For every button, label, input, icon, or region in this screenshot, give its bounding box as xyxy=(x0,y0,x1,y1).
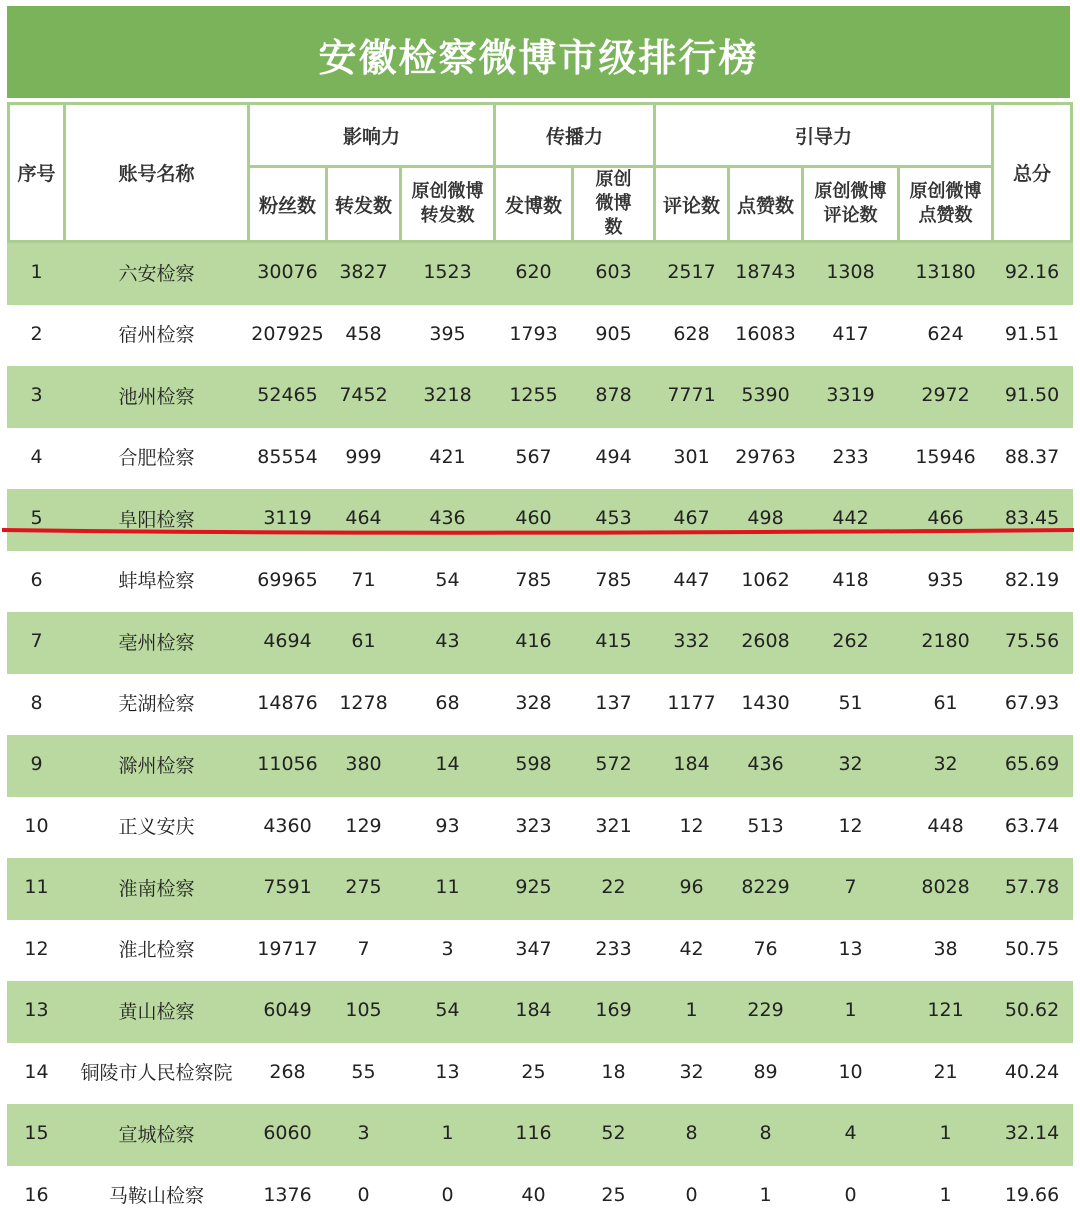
cell-fans: 69965 xyxy=(249,549,327,611)
cell-orig-posts: 785 xyxy=(573,549,655,611)
cell-posts: 1793 xyxy=(495,303,573,365)
cell-posts: 25 xyxy=(495,1041,573,1103)
table-row xyxy=(9,242,1072,304)
header-reposts: 转发数 xyxy=(327,167,401,242)
cell-likes: 76 xyxy=(729,918,803,980)
cell-reposts: 275 xyxy=(327,857,401,919)
cell-orig-comments: 418 xyxy=(803,549,899,611)
cell-name: 正义安庆 xyxy=(65,795,249,857)
cell-total: 50.75 xyxy=(993,918,1072,980)
cell-orig-likes: 2972 xyxy=(899,365,993,427)
cell-likes: 5390 xyxy=(729,365,803,427)
cell-orig-likes: 121 xyxy=(899,980,993,1042)
cell-fans: 85554 xyxy=(249,426,327,488)
cell-rank: 5 xyxy=(9,488,65,550)
cell-posts: 598 xyxy=(495,734,573,796)
cell-fans: 6060 xyxy=(249,1103,327,1165)
cell-posts: 1255 xyxy=(495,365,573,427)
cell-orig-comments: 10 xyxy=(803,1041,899,1103)
cell-rank: 7 xyxy=(9,611,65,673)
header-account: 账号名称 xyxy=(65,104,249,242)
cell-orig-reposts: 93 xyxy=(401,795,495,857)
cell-reposts: 0 xyxy=(327,1164,401,1226)
table-row xyxy=(9,734,1072,796)
cell-name: 阜阳检察 xyxy=(65,488,249,550)
cell-orig-likes: 15946 xyxy=(899,426,993,488)
cell-fans: 14876 xyxy=(249,672,327,734)
cell-posts: 40 xyxy=(495,1164,573,1226)
header-group-influence: 影响力 xyxy=(249,104,495,167)
cell-orig-reposts: 14 xyxy=(401,734,495,796)
table-row xyxy=(9,672,1072,734)
table-row xyxy=(9,857,1072,919)
cell-name: 马鞍山检察 xyxy=(65,1164,249,1226)
cell-orig-comments: 262 xyxy=(803,611,899,673)
cell-orig-reposts: 395 xyxy=(401,303,495,365)
cell-name: 宿州检察 xyxy=(65,303,249,365)
cell-orig-likes: 2180 xyxy=(899,611,993,673)
cell-orig-reposts: 68 xyxy=(401,672,495,734)
cell-posts: 620 xyxy=(495,242,573,304)
cell-reposts: 55 xyxy=(327,1041,401,1103)
cell-rank: 14 xyxy=(9,1041,65,1103)
cell-fans: 1376 xyxy=(249,1164,327,1226)
cell-name: 蚌埠检察 xyxy=(65,549,249,611)
cell-reposts: 105 xyxy=(327,980,401,1042)
cell-orig-likes: 466 xyxy=(899,488,993,550)
cell-orig-reposts: 0 xyxy=(401,1164,495,1226)
cell-comments: 332 xyxy=(655,611,729,673)
cell-likes: 513 xyxy=(729,795,803,857)
cell-orig-likes: 1 xyxy=(899,1103,993,1165)
header-total: 总分 xyxy=(993,104,1072,242)
cell-reposts: 61 xyxy=(327,611,401,673)
cell-fans: 3119 xyxy=(249,488,327,550)
table-row xyxy=(9,1103,1072,1165)
cell-comments: 0 xyxy=(655,1164,729,1226)
cell-orig-posts: 321 xyxy=(573,795,655,857)
header-orig-reposts: 原创微博转发数 xyxy=(401,167,495,242)
cell-total: 57.78 xyxy=(993,857,1072,919)
cell-orig-posts: 18 xyxy=(573,1041,655,1103)
cell-total: 65.69 xyxy=(993,734,1072,796)
cell-name: 黄山检察 xyxy=(65,980,249,1042)
cell-orig-reposts: 421 xyxy=(401,426,495,488)
cell-likes: 2608 xyxy=(729,611,803,673)
cell-comments: 1 xyxy=(655,980,729,1042)
cell-reposts: 1278 xyxy=(327,672,401,734)
cell-orig-reposts: 11 xyxy=(401,857,495,919)
cell-fans: 52465 xyxy=(249,365,327,427)
cell-name: 芜湖检察 xyxy=(65,672,249,734)
cell-total: 91.50 xyxy=(993,365,1072,427)
header-fans: 粉丝数 xyxy=(249,167,327,242)
cell-likes: 89 xyxy=(729,1041,803,1103)
cell-orig-posts: 25 xyxy=(573,1164,655,1226)
ranking-table xyxy=(7,102,1073,1227)
cell-comments: 96 xyxy=(655,857,729,919)
cell-total: 63.74 xyxy=(993,795,1072,857)
cell-orig-reposts: 13 xyxy=(401,1041,495,1103)
cell-reposts: 7 xyxy=(327,918,401,980)
table-row xyxy=(9,1041,1072,1103)
header-group-guidance: 引导力 xyxy=(655,104,993,167)
cell-reposts: 458 xyxy=(327,303,401,365)
cell-orig-comments: 4 xyxy=(803,1103,899,1165)
cell-orig-posts: 415 xyxy=(573,611,655,673)
cell-fans: 207925 xyxy=(249,303,327,365)
cell-comments: 628 xyxy=(655,303,729,365)
cell-orig-comments: 233 xyxy=(803,426,899,488)
cell-rank: 15 xyxy=(9,1103,65,1165)
cell-name: 池州检察 xyxy=(65,365,249,427)
cell-posts: 184 xyxy=(495,980,573,1042)
cell-rank: 8 xyxy=(9,672,65,734)
cell-orig-posts: 233 xyxy=(573,918,655,980)
cell-reposts: 464 xyxy=(327,488,401,550)
cell-orig-posts: 52 xyxy=(573,1103,655,1165)
cell-likes: 436 xyxy=(729,734,803,796)
table-row xyxy=(9,1164,1072,1226)
table-row xyxy=(9,426,1072,488)
cell-rank: 12 xyxy=(9,918,65,980)
cell-name: 滁州检察 xyxy=(65,734,249,796)
cell-comments: 301 xyxy=(655,426,729,488)
cell-orig-comments: 417 xyxy=(803,303,899,365)
cell-comments: 2517 xyxy=(655,242,729,304)
cell-posts: 460 xyxy=(495,488,573,550)
cell-orig-likes: 448 xyxy=(899,795,993,857)
cell-fans: 4694 xyxy=(249,611,327,673)
header-orig-comments: 原创微博评论数 xyxy=(803,167,899,242)
cell-orig-posts: 453 xyxy=(573,488,655,550)
cell-orig-posts: 603 xyxy=(573,242,655,304)
cell-name: 亳州检察 xyxy=(65,611,249,673)
cell-likes: 1 xyxy=(729,1164,803,1226)
cell-orig-posts: 137 xyxy=(573,672,655,734)
cell-posts: 925 xyxy=(495,857,573,919)
cell-comments: 447 xyxy=(655,549,729,611)
cell-name: 淮南检察 xyxy=(65,857,249,919)
cell-orig-likes: 624 xyxy=(899,303,993,365)
cell-fans: 6049 xyxy=(249,980,327,1042)
cell-orig-comments: 0 xyxy=(803,1164,899,1226)
table-row xyxy=(9,549,1072,611)
table-body xyxy=(9,242,1072,1226)
title-bar xyxy=(7,6,1070,98)
cell-posts: 323 xyxy=(495,795,573,857)
cell-fans: 11056 xyxy=(249,734,327,796)
cell-posts: 416 xyxy=(495,611,573,673)
cell-orig-comments: 3319 xyxy=(803,365,899,427)
header-group-spread: 传播力 xyxy=(495,104,655,167)
cell-likes: 8229 xyxy=(729,857,803,919)
table-row xyxy=(9,795,1072,857)
cell-likes: 229 xyxy=(729,980,803,1042)
cell-reposts: 71 xyxy=(327,549,401,611)
cell-orig-likes: 1 xyxy=(899,1164,993,1226)
cell-fans: 268 xyxy=(249,1041,327,1103)
cell-orig-likes: 8028 xyxy=(899,857,993,919)
cell-reposts: 3827 xyxy=(327,242,401,304)
table-row xyxy=(9,303,1072,365)
header-posts: 发博数 xyxy=(495,167,573,242)
cell-total: 91.51 xyxy=(993,303,1072,365)
cell-reposts: 3 xyxy=(327,1103,401,1165)
cell-rank: 4 xyxy=(9,426,65,488)
cell-orig-likes: 38 xyxy=(899,918,993,980)
cell-posts: 785 xyxy=(495,549,573,611)
cell-rank: 13 xyxy=(9,980,65,1042)
table-row xyxy=(9,918,1072,980)
header-orig-posts: 原创微博数 xyxy=(573,167,655,242)
cell-orig-reposts: 436 xyxy=(401,488,495,550)
cell-orig-reposts: 54 xyxy=(401,980,495,1042)
cell-name: 合肥检察 xyxy=(65,426,249,488)
cell-posts: 567 xyxy=(495,426,573,488)
cell-rank: 10 xyxy=(9,795,65,857)
cell-orig-comments: 13 xyxy=(803,918,899,980)
cell-orig-comments: 7 xyxy=(803,857,899,919)
cell-orig-reposts: 3 xyxy=(401,918,495,980)
cell-orig-posts: 905 xyxy=(573,303,655,365)
cell-orig-posts: 169 xyxy=(573,980,655,1042)
cell-total: 92.16 xyxy=(993,242,1072,304)
cell-total: 40.24 xyxy=(993,1041,1072,1103)
cell-likes: 8 xyxy=(729,1103,803,1165)
cell-comments: 7771 xyxy=(655,365,729,427)
cell-total: 67.93 xyxy=(993,672,1072,734)
header-rank: 序号 xyxy=(9,104,65,242)
cell-name: 铜陵市人民检察院 xyxy=(65,1041,249,1103)
cell-orig-posts: 878 xyxy=(573,365,655,427)
highlight-underline xyxy=(2,527,1074,537)
cell-comments: 467 xyxy=(655,488,729,550)
cell-orig-posts: 22 xyxy=(573,857,655,919)
cell-fans: 4360 xyxy=(249,795,327,857)
page-title: 安徽检察微博市级排行榜 xyxy=(318,34,759,80)
cell-comments: 12 xyxy=(655,795,729,857)
cell-rank: 1 xyxy=(9,242,65,304)
cell-reposts: 129 xyxy=(327,795,401,857)
cell-orig-likes: 13180 xyxy=(899,242,993,304)
cell-reposts: 999 xyxy=(327,426,401,488)
cell-total: 19.66 xyxy=(993,1164,1072,1226)
cell-reposts: 380 xyxy=(327,734,401,796)
cell-rank: 16 xyxy=(9,1164,65,1226)
header-comments: 评论数 xyxy=(655,167,729,242)
cell-total: 83.45 xyxy=(993,488,1072,550)
cell-orig-comments: 12 xyxy=(803,795,899,857)
cell-comments: 1177 xyxy=(655,672,729,734)
table-row xyxy=(9,365,1072,427)
cell-reposts: 7452 xyxy=(327,365,401,427)
ranking-board xyxy=(7,6,1070,1212)
cell-orig-comments: 1 xyxy=(803,980,899,1042)
cell-comments: 32 xyxy=(655,1041,729,1103)
cell-total: 82.19 xyxy=(993,549,1072,611)
cell-comments: 184 xyxy=(655,734,729,796)
cell-posts: 347 xyxy=(495,918,573,980)
cell-orig-reposts: 3218 xyxy=(401,365,495,427)
cell-posts: 116 xyxy=(495,1103,573,1165)
cell-orig-reposts: 1 xyxy=(401,1103,495,1165)
cell-likes: 18743 xyxy=(729,242,803,304)
cell-rank: 6 xyxy=(9,549,65,611)
cell-orig-reposts: 1523 xyxy=(401,242,495,304)
table-row xyxy=(9,611,1072,673)
cell-name: 淮北检察 xyxy=(65,918,249,980)
header-likes: 点赞数 xyxy=(729,167,803,242)
cell-total: 75.56 xyxy=(993,611,1072,673)
cell-orig-comments: 32 xyxy=(803,734,899,796)
cell-orig-posts: 494 xyxy=(573,426,655,488)
cell-likes: 1062 xyxy=(729,549,803,611)
cell-orig-likes: 21 xyxy=(899,1041,993,1103)
cell-orig-likes: 61 xyxy=(899,672,993,734)
cell-posts: 328 xyxy=(495,672,573,734)
cell-orig-likes: 935 xyxy=(899,549,993,611)
cell-orig-comments: 51 xyxy=(803,672,899,734)
cell-fans: 19717 xyxy=(249,918,327,980)
cell-comments: 42 xyxy=(655,918,729,980)
cell-total: 32.14 xyxy=(993,1103,1072,1165)
cell-likes: 498 xyxy=(729,488,803,550)
cell-likes: 29763 xyxy=(729,426,803,488)
cell-orig-reposts: 54 xyxy=(401,549,495,611)
cell-rank: 11 xyxy=(9,857,65,919)
cell-orig-comments: 1308 xyxy=(803,242,899,304)
cell-orig-likes: 32 xyxy=(899,734,993,796)
cell-total: 88.37 xyxy=(993,426,1072,488)
cell-fans: 7591 xyxy=(249,857,327,919)
cell-rank: 3 xyxy=(9,365,65,427)
cell-fans: 30076 xyxy=(249,242,327,304)
table-row xyxy=(9,488,1072,550)
cell-rank: 2 xyxy=(9,303,65,365)
cell-name: 宣城检察 xyxy=(65,1103,249,1165)
cell-name: 六安检察 xyxy=(65,242,249,304)
cell-orig-comments: 442 xyxy=(803,488,899,550)
cell-rank: 9 xyxy=(9,734,65,796)
cell-orig-posts: 572 xyxy=(573,734,655,796)
cell-likes: 1430 xyxy=(729,672,803,734)
cell-likes: 16083 xyxy=(729,303,803,365)
cell-total: 50.62 xyxy=(993,980,1072,1042)
header-orig-likes: 原创微博点赞数 xyxy=(899,167,993,242)
cell-orig-reposts: 43 xyxy=(401,611,495,673)
table-row xyxy=(9,980,1072,1042)
cell-comments: 8 xyxy=(655,1103,729,1165)
